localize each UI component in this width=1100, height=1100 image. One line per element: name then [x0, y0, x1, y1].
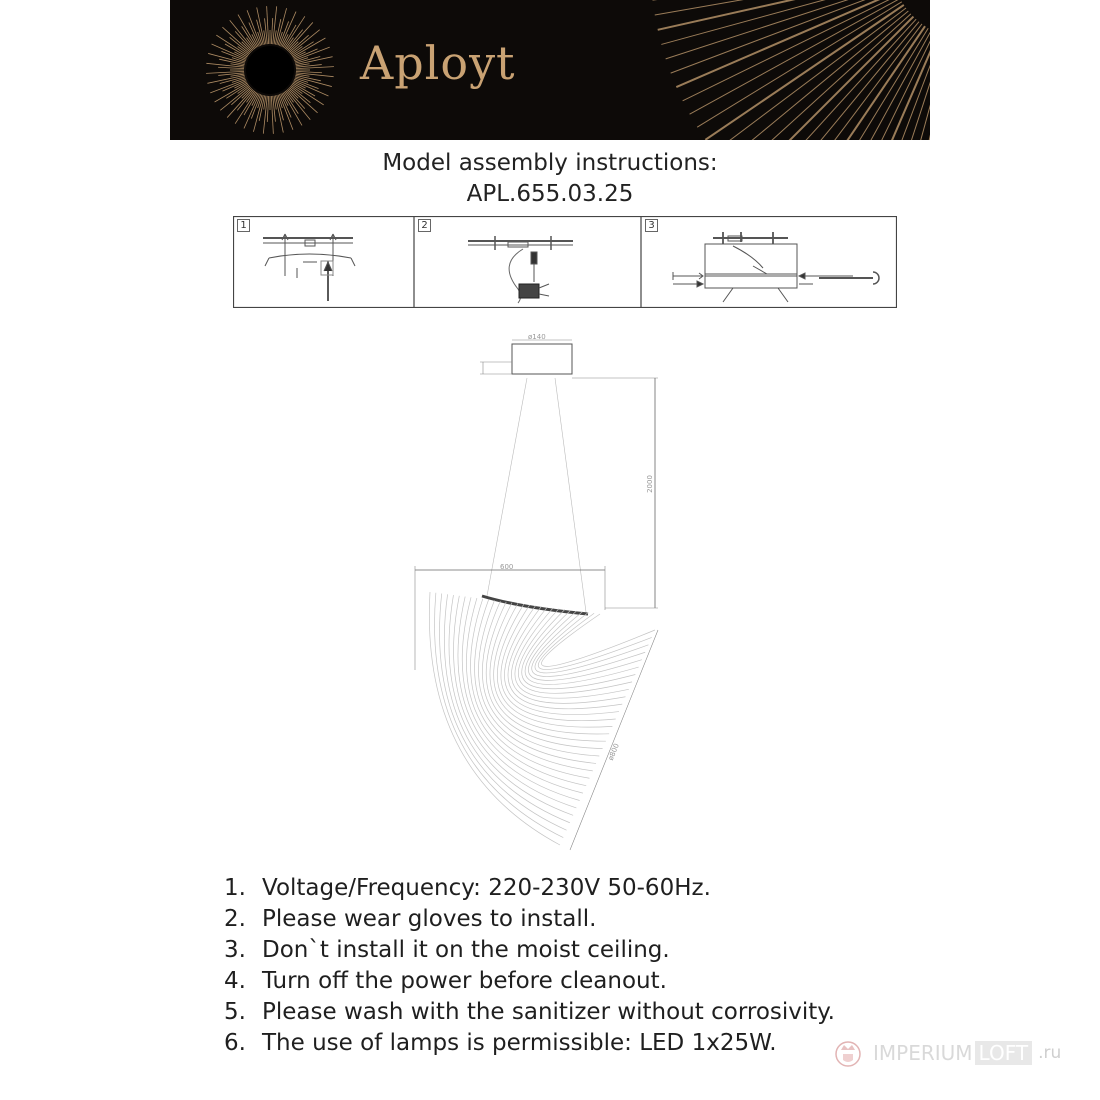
site-watermark	[833, 1036, 1061, 1070]
watermark-text-imperium: IMPERIUM	[873, 1041, 973, 1065]
sunburst-logo-icon	[170, 0, 930, 140]
list-number: 2.	[224, 906, 246, 932]
list-number: 6.	[224, 1030, 246, 1056]
step-wiring-diagram	[673, 232, 879, 302]
list-number: 1.	[224, 875, 246, 901]
step-number-1: 1	[237, 219, 250, 232]
list-item	[224, 1028, 835, 1059]
brand-name: Aployt	[360, 36, 516, 90]
spec-list	[224, 873, 835, 1059]
list-number: 5.	[224, 999, 246, 1025]
list-text: Voltage/Frequency: 220-230V 50-60Hz.	[262, 875, 711, 901]
dim-canopy-label: ø140	[528, 333, 546, 341]
brand-banner	[170, 0, 930, 140]
list-text: Please wear gloves to install.	[262, 906, 597, 932]
document-title: Model assembly instructions:	[382, 150, 718, 176]
step-mount-bracket-diagram	[263, 234, 355, 301]
pendant-lamp-dimension-drawing	[400, 330, 700, 870]
list-item	[224, 935, 835, 966]
step-number-3: 3	[645, 219, 658, 232]
list-text: Don`t install it on the moist ceiling.	[262, 937, 670, 963]
list-number: 4.	[224, 968, 246, 994]
step-ceiling-screw-diagram	[468, 236, 573, 303]
dim-height-label: 2000	[645, 475, 654, 493]
list-item	[224, 904, 835, 935]
list-item	[224, 997, 835, 1028]
lamp-line-drawing	[400, 330, 700, 870]
watermark-text-tld: .ru	[1038, 1043, 1062, 1063]
assembly-steps	[233, 216, 897, 308]
step-number-2: 2	[418, 219, 431, 232]
list-text: The use of lamps is permissible: LED 1x25W.	[262, 1030, 777, 1056]
crest-watermark-icon	[833, 1038, 863, 1068]
dim-width-label: 600	[500, 563, 514, 571]
list-text: Turn off the power before cleanout.	[262, 968, 667, 994]
watermark-text-loft: LOFT	[975, 1041, 1033, 1065]
step-diagrams	[233, 216, 897, 308]
list-number: 3.	[224, 937, 246, 963]
dim-shade-label: ø800	[606, 742, 621, 762]
list-item	[224, 966, 835, 997]
list-item	[224, 873, 835, 904]
list-text: Please wash with the sanitizer without corrosivity.	[262, 999, 835, 1025]
model-number: APL.655.03.25	[466, 181, 634, 207]
